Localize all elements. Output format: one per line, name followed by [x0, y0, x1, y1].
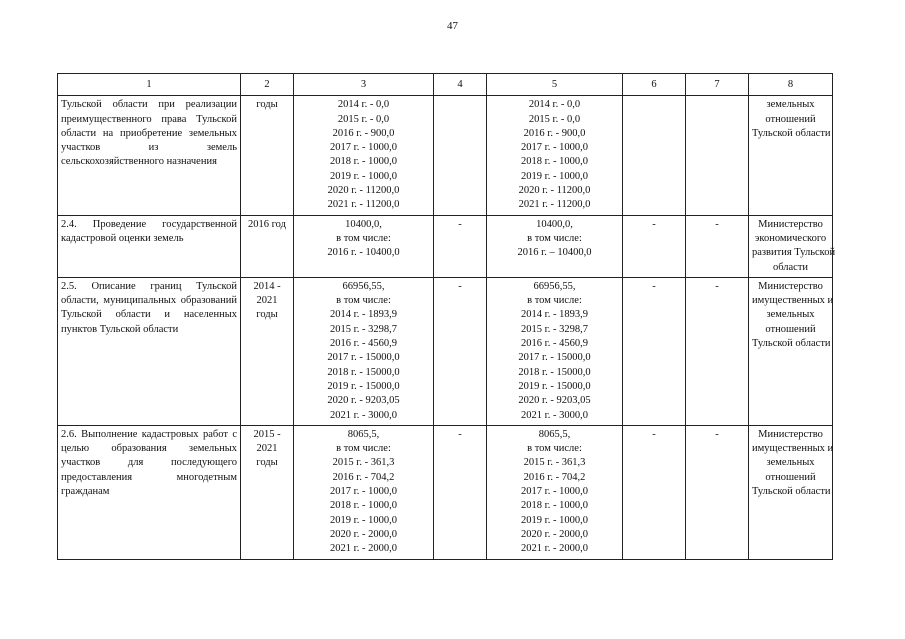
cell-line: 10400,0, — [536, 218, 573, 230]
cell-line: 2018 г. - 1000,0 — [330, 156, 397, 168]
cell-line: экономического — [754, 232, 827, 244]
cell-line: в том числе: — [336, 232, 391, 244]
table-cell-col-5 — [487, 425, 623, 559]
table-cell-col-1: 2.5. Описание границ Тульской области, муниципальных образований Тульской области и населенных пунктов Тульской области — [58, 277, 241, 425]
cell-line: 2014 - — [253, 280, 281, 292]
cell-line: в том числе: — [336, 443, 391, 455]
cell-line: в том числе: — [527, 443, 582, 455]
table-cell-col-7: - — [686, 215, 749, 277]
table-row — [58, 96, 833, 215]
table-cell-col-8 — [749, 425, 833, 559]
cell-line: имущественных и — [752, 443, 834, 455]
table-row — [58, 215, 833, 277]
cell-line: годы — [256, 457, 278, 469]
table-row — [58, 277, 833, 425]
cell-line: 2018 г. - 1000,0 — [521, 500, 588, 512]
table-cell-col-3 — [294, 425, 434, 559]
program-table — [57, 73, 836, 560]
cell-line: земельных — [766, 309, 815, 321]
cell-line: 2015 г. - 361,3 — [523, 457, 586, 469]
column-header: 6 — [623, 74, 686, 96]
cell-line: 2016 г. – 10400,0 — [517, 247, 592, 259]
cell-line: Министерство — [758, 280, 823, 292]
cell-line: 2019 г. - 15000,0 — [327, 380, 400, 392]
table-cell-col-2 — [241, 215, 294, 277]
cell-line: 8065,5, — [347, 428, 380, 440]
table-cell-col-1: 2.6. Выполнение кадастровых работ с целью образования земельных участков для последующего предоставления многодетным гражданам — [58, 425, 241, 559]
table-cell-col-8 — [749, 277, 833, 425]
table-cell-col-5 — [487, 96, 623, 215]
cell-line: 2019 г. - 1000,0 — [330, 170, 397, 182]
cell-line: 2015 г. - 0,0 — [337, 113, 390, 125]
cell-line: в том числе: — [527, 232, 582, 244]
cell-line: 2014 г. - 1893,9 — [330, 309, 397, 321]
column-header: 7 — [686, 74, 749, 96]
cell-line: 2014 г. - 0,0 — [337, 99, 390, 111]
cell-line: 2019 г. - 1000,0 — [521, 514, 588, 526]
table-cell-col-7: - — [686, 277, 749, 425]
table-cell-col-1: 2.4. Проведение государственной кадастровой оценки земель — [58, 215, 241, 277]
column-header: 4 — [434, 74, 487, 96]
cell-line: 2018 г. - 1000,0 — [521, 156, 588, 168]
cell-line: 2020 г. - 2000,0 — [330, 528, 397, 540]
table-cell-col-4: - — [434, 215, 487, 277]
table-cell-col-8 — [749, 215, 836, 277]
cell-line: 2016 г. - 900,0 — [332, 127, 395, 139]
cell-line: земельных — [766, 99, 815, 111]
cell-line: годы — [256, 99, 278, 111]
table-cell-col-4: - — [434, 425, 487, 559]
cell-line: 2016 г. - 4560,9 — [330, 338, 397, 350]
cell-line: 2015 г. - 3298,7 — [330, 323, 397, 335]
table-cell-col-6 — [623, 96, 686, 215]
table-cell-col-3 — [294, 96, 434, 215]
cell-line: Тульской области — [752, 127, 831, 139]
cell-line: 2021 г. - 2000,0 — [330, 543, 397, 555]
table-cell-col-4 — [434, 96, 487, 215]
column-header: 3 — [294, 74, 434, 96]
table-cell-col-7 — [686, 96, 749, 215]
cell-line: 2016 г. - 704,2 — [523, 471, 586, 483]
table-cell-col-7: - — [686, 425, 749, 559]
column-header: 8 — [749, 74, 833, 96]
cell-line: 2015 г. - 0,0 — [528, 113, 581, 125]
cell-line: 2020 г. - 9203,05 — [518, 395, 591, 407]
cell-line: 2016 год — [248, 218, 286, 230]
cell-line: 2015 г. - 361,3 — [332, 457, 395, 469]
table-cell-col-2 — [241, 425, 294, 559]
cell-line: 2021 г. - 11200,0 — [327, 199, 400, 211]
cell-line: 2017 г. - 1000,0 — [330, 486, 397, 498]
table-cell-col-1: Тульской области при реализации преимущественного права Тульской области на приобретение земельных участков из земель сельскохозяйственного назначения — [58, 96, 241, 215]
cell-line: Тульской области — [752, 486, 831, 498]
cell-line: 2017 г. - 1000,0 — [521, 142, 588, 154]
cell-line: Тульской области — [752, 338, 831, 350]
cell-line: 2021 г. - 3000,0 — [521, 409, 588, 421]
cell-line: 2019 г. - 15000,0 — [518, 380, 591, 392]
column-header: 2 — [241, 74, 294, 96]
table-cell-col-6: - — [623, 277, 686, 425]
table-cell-col-3 — [294, 215, 434, 277]
page-number: 47 — [447, 20, 458, 32]
cell-line: 2020 г. - 11200,0 — [327, 185, 400, 197]
cell-line: 2021 г. - 11200,0 — [518, 199, 591, 211]
cell-line: 2017 г. - 15000,0 — [518, 352, 591, 364]
cell-line: годы — [256, 309, 278, 321]
cell-line: отношений — [765, 323, 816, 335]
cell-line: 2018 г. - 1000,0 — [330, 500, 397, 512]
table-cell-col-6: - — [623, 215, 686, 277]
cell-line: отношений — [765, 113, 816, 125]
table-row — [58, 425, 833, 559]
table-cell-col-2 — [241, 277, 294, 425]
cell-line: в том числе: — [527, 295, 582, 307]
cell-line: Министерство — [758, 428, 823, 440]
table-cell-col-6: - — [623, 425, 686, 559]
table-header-row — [58, 74, 833, 96]
cell-line: 2018 г. - 15000,0 — [327, 366, 400, 378]
cell-line: 2014 г. - 1893,9 — [521, 309, 588, 321]
cell-line: 66956,55, — [342, 280, 385, 292]
column-header: 5 — [487, 74, 623, 96]
cell-line: 2016 г. - 704,2 — [332, 471, 395, 483]
cell-line: 2016 г. - 900,0 — [523, 127, 586, 139]
table-cell-col-3 — [294, 277, 434, 425]
cell-line: 2014 г. - 0,0 — [528, 99, 581, 111]
cell-line: 2020 г. - 2000,0 — [521, 528, 588, 540]
table-cell-col-4: - — [434, 277, 487, 425]
cell-line: 2016 г. - 10400,0 — [327, 247, 400, 259]
cell-line: 2017 г. - 1000,0 — [330, 142, 397, 154]
cell-line: отношений — [765, 471, 816, 483]
cell-line: 2021 г. - 3000,0 — [330, 409, 397, 421]
cell-line: 2021 — [256, 295, 278, 307]
cell-line: 2015 г. - 3298,7 — [521, 323, 588, 335]
table-cell-col-8 — [749, 96, 833, 215]
cell-line: 2017 г. - 15000,0 — [327, 352, 400, 364]
cell-line: земельных — [766, 457, 815, 469]
cell-line: 66956,55, — [533, 280, 576, 292]
cell-line: в том числе: — [336, 295, 391, 307]
cell-line: развития Тульской — [752, 247, 836, 259]
cell-line: области — [772, 261, 809, 273]
cell-line: 2019 г. - 1000,0 — [521, 170, 588, 182]
cell-line: 2015 - — [253, 428, 281, 440]
table-cell-col-2 — [241, 96, 294, 215]
cell-line: 2019 г. - 1000,0 — [330, 514, 397, 526]
table-cell-col-5 — [487, 215, 623, 277]
cell-line: 2021 — [256, 443, 278, 455]
cell-line: 2016 г. - 4560,9 — [521, 338, 588, 350]
cell-line: 2020 г. - 9203,05 — [327, 395, 400, 407]
table-cell-col-5 — [487, 277, 623, 425]
cell-line: Министерство — [758, 218, 823, 230]
column-header: 1 — [58, 74, 241, 96]
cell-line: 2017 г. - 1000,0 — [521, 486, 588, 498]
cell-line: 2021 г. - 2000,0 — [521, 543, 588, 555]
cell-line: 10400,0, — [345, 218, 382, 230]
cell-line: имущественных и — [752, 295, 834, 307]
cell-line: 2020 г. - 11200,0 — [518, 185, 591, 197]
cell-line: 8065,5, — [538, 428, 571, 440]
cell-line: 2018 г. - 15000,0 — [518, 366, 591, 378]
